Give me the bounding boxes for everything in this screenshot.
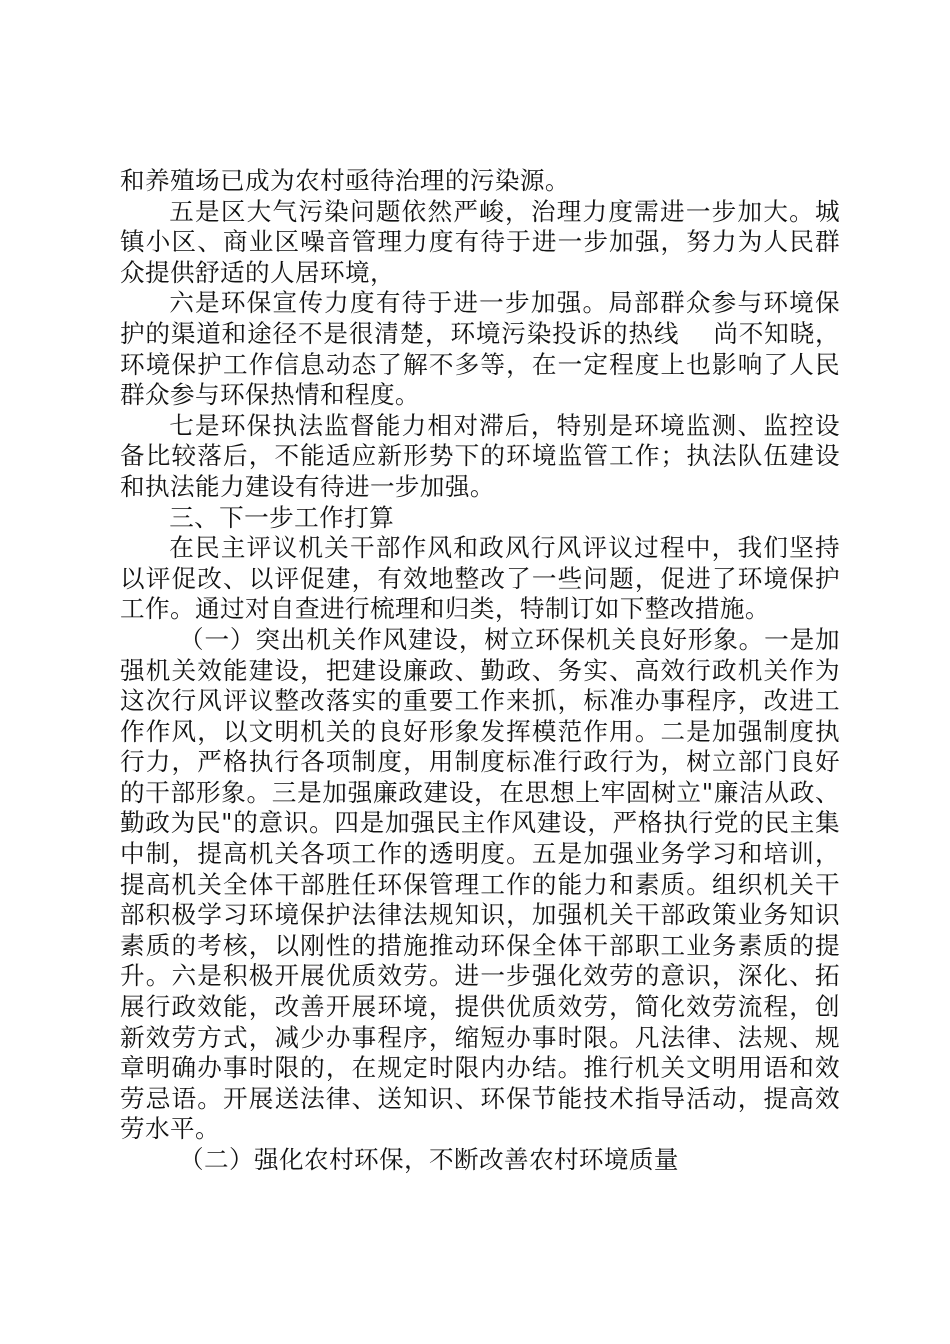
subheading-measure-two: （二）强化农村环保，不断改善农村环境质量	[179, 1145, 679, 1174]
paragraph-item-five: 五是区大气污染问题依然严峻，治理力度需进一步加大。城镇小区、商业区噪音管理力度有待于进一步加强，努力为人民群众提供舒适的人居环境，	[120, 196, 840, 287]
paragraph-continuation: 和养殖场已成为农村亟待治理的污染源。	[120, 166, 570, 195]
section-heading-next-steps: 三、下一步工作打算	[169, 502, 395, 532]
paragraph-item-seven: 七是环保执法监督能力相对滞后，特别是环境监测、监控设备比较落后，不能适应新形势下的环境监管工作；执法队伍建设和执法能力建设有待进一步加强。	[120, 410, 840, 501]
document-body	[120, 166, 840, 1176]
paragraph-intro-measures: 在民主评议机关干部作风和政风行风评议过程中，我们坚持以评促改、以评促建，有效地整改了一些问题，促进了环境保护工作。通过对自查进行梳理和归类，特制订如下整改措施。	[120, 533, 840, 624]
paragraph-item-six: 六是环保宣传力度有待于进一步加强。局部群众参与环境保护的渠道和途径不是很清楚，环境污染投诉的热线 尚不知晓，环境保护工作信息动态了解不多等，在一定程度上也影响了人民群众参与环保热情和程度。	[120, 288, 840, 410]
paragraph-measure-one: （一）突出机关作风建设，树立环保机关良好形象。一是加强机关效能建设，把建设廉政、勤政、务实、高效行政机关作为这次行风评议整改落实的重要工作来抓，标准办事程序，改进工作作风，以文明机关的良好形象发挥模范作用。二是加强制度执行力，严格执行各项制度，用制度标准行政行为，树立部门良好的干部形象。三是加强廉政建设，在思想上牢固树立"廉洁从政、勤政为民"的意识。四是加强民主作风建设，严格执行党的民主集中制，提高机关各项工作的透明度。五是加强业务学习和培训，提高机关全体干部胜任环保管理工作的能力和素质。组织机关干部积极学习环境保护法律法规知识，加强机关干部政策业务知识素质的考核，以刚性的措施推动环保全体干部职工业务素质的提升。六是积极开展优质效劳。进一步强化效劳的意识，深化、拓展行政效能，改善开展环境，提供优质效劳，简化效劳流程，创新效劳方式，减少办事程序，缩短办事时限。凡法律、法规、规章明确办事时限的，在规定时限内办结。推行机关文明用语和效劳忌语。开展送法律、送知识、环保节能技术指导活动，提高效劳水平。	[120, 624, 840, 1144]
